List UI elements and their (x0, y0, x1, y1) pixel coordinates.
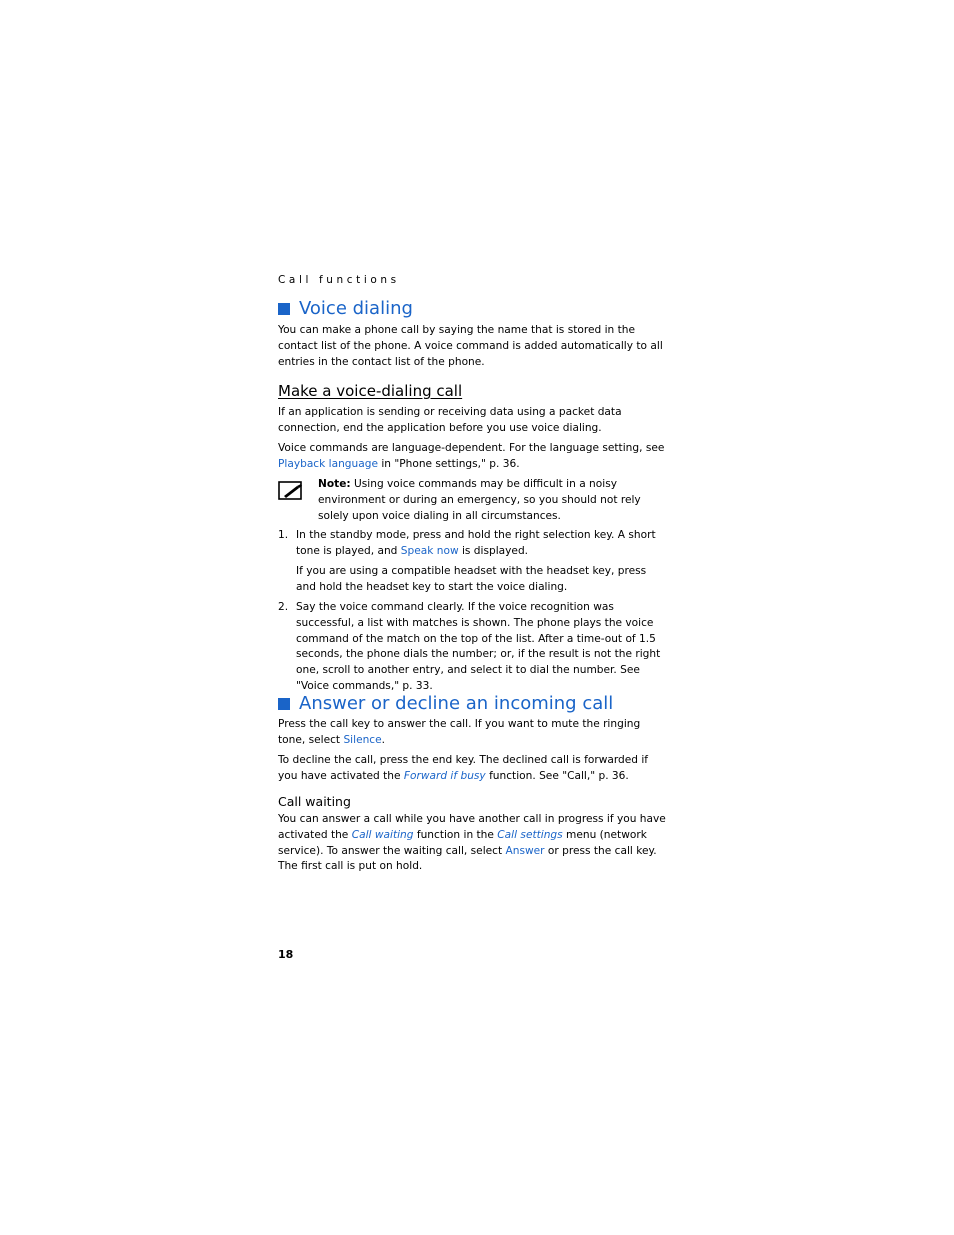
answer-link[interactable]: Answer (505, 844, 545, 857)
packet-data-paragraph: If an application is sending or receiving data using a packet data connection, end the application before you use voice dialing. (278, 406, 622, 434)
section-title: Answer or decline an incoming call (299, 693, 614, 714)
step-2-number: 2. (278, 601, 289, 613)
playback-language-link[interactable]: Playback language (278, 457, 378, 470)
subsection-heading-call-waiting: Call waiting (278, 794, 351, 809)
note-paragraph: Note: Using voice commands may be difficult in a noisy environment or during an emergency, so you should not rely solely upon voice dialing in all circumstances. (318, 478, 641, 522)
forward-if-busy-link[interactable]: Forward if busy (403, 769, 486, 782)
voice-dialing-intro: You can make a phone call by saying the name that is stored in the contact list of the phone. A voice command is added automatically to all entries in the contact list of the phone. (278, 324, 663, 368)
decline-paragraph: To decline the call, press the end key. The declined call is forwarded if you have activated the Forward if busy function. See "Call," p. 36. (278, 754, 649, 782)
section-heading-voice-dialing (278, 298, 413, 319)
subsection-heading-make-call: Make a voice-dialing call (278, 382, 463, 400)
speak-now-link[interactable]: Speak now (400, 544, 459, 557)
page-number: 18 (278, 948, 294, 961)
note-label: Note: (318, 478, 351, 490)
step-1-text: In the standby mode, press and hold the right selection key. A short tone is played, and Speak now is displayed. (296, 529, 656, 557)
note-icon (278, 481, 306, 501)
running-head: Call functions (278, 274, 400, 286)
silence-link[interactable]: Silence (343, 733, 382, 746)
step-1-headset-text: If you are using a compatible headset with the headset key, press and hold the headset key to start the voice dialing. (296, 565, 647, 593)
step-2-text: Say the voice command clearly. If the voice recognition was successful, a list with matches is shown. The phone plays the voice command of the match on the top of the list. After a time-out of 1.5 seconds, the phone dials the number; or, if the result is not the right one, scroll to another entry, and select it to dial the number. See "Voice commands," p. 33. (296, 601, 661, 692)
section-heading-answer-decline (278, 693, 613, 714)
heading-square-icon (278, 303, 290, 315)
call-waiting-link[interactable]: Call waiting (351, 828, 414, 841)
language-paragraph: Voice commands are language-dependent. For the language setting, see Playback language in "Phone settings," p. 36. (278, 442, 665, 470)
section-title: Voice dialing (299, 298, 413, 319)
call-settings-link[interactable]: Call settings (497, 828, 563, 841)
answer-paragraph: Press the call key to answer the call. If you want to mute the ringing tone, select Silence. (278, 718, 641, 746)
call-waiting-paragraph: You can answer a call while you have another call in progress if you have activated the Call waiting function in the Call settings menu (network service). To answer the waiting call, select Answer or press the call key. The first call is put on hold. (278, 813, 666, 873)
heading-square-icon (278, 698, 290, 710)
step-1-number: 1. (278, 529, 289, 541)
